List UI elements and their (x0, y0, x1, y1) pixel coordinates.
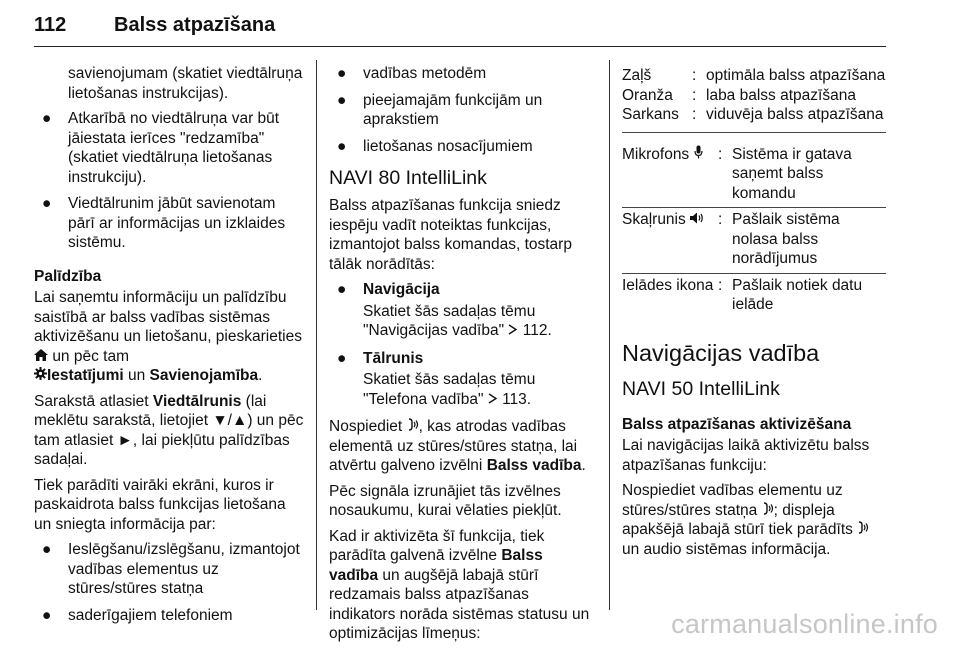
voice-control-icon (407, 417, 419, 437)
section-heading-help: Palīdzība (34, 267, 102, 285)
column-divider (609, 60, 610, 610)
page-number: 112 (34, 14, 67, 36)
table-rule (622, 273, 886, 274)
page-header (34, 6, 886, 47)
list-item: ● Tālrunis (337, 349, 424, 367)
indicator-table (622, 210, 886, 271)
microphone-icon (694, 145, 703, 165)
gear-icon (34, 366, 47, 386)
list-item: ● Atkarībā no viedtālruņa var būt jāiestata ierīces "redzamība" (skatiet viedtālruņa lietošanas instrukciju). (42, 110, 280, 186)
column-right (622, 66, 886, 565)
list-item: ● Ieslēgšanu/izslēgšanu, izmantojot vadības elementus uz stūres/stūres statņa (42, 541, 300, 597)
body-paragraph: Nospiediet vadības elementu uz stūres/stūres statņa ; displeja apakšējā labajā stūrī tiek parādīts un audio sistēmas informācija. (622, 481, 886, 559)
list-item: ● pieejamajām funkcijām un aprakstiem (337, 91, 543, 128)
table-row: Zaļš : optimāla balss atpazīšana (622, 67, 886, 84)
help-paragraph: Sarakstā atlasiet Viedtālrunis (lai meklētu sarakstā, lietojiet ▼/▲) un pēc tam atlasiet ►, lai piekļūtu palīdzības sadaļai. (34, 392, 304, 468)
section-heading-navi80: NAVI 80 IntelliLink (329, 167, 487, 189)
list-item: ● vadības metodēm (337, 65, 487, 82)
table-rule (622, 207, 886, 208)
list-item: ● Navigācija (337, 281, 440, 298)
voice-control-icon (762, 501, 774, 521)
body-paragraph: Kad ir aktivizēta šī funkcija, tiek parādīta galvenā izvēlne Balss vadība un augšējā labajā stūrī redzamais balss atpazīšanas indikators norāda sistēmas statusu un optimizācijas līmeņus: (329, 527, 590, 642)
indicator-table (622, 276, 886, 317)
list-item: ● lietošanas nosacījumiem (337, 137, 533, 155)
help-paragraph: Tiek parādīti vairāki ekrāni, kuros ir paskaidrota balss funkcijas lietošana un sniegta informācija par: (34, 476, 286, 533)
speaker-icon (690, 210, 704, 230)
indicator-table (622, 145, 886, 206)
voice-control-icon (857, 520, 869, 540)
reference-arrow-icon (508, 321, 518, 341)
table-row: Mikrofons : Sistēma ir gatava saņemt balss komandu (622, 145, 852, 202)
table-row: Ielādes ikona : Pašlaik notiek datu ielāde (622, 276, 863, 313)
help-paragraph: Lai saņemtu informāciju un palīdzību saistībā ar balss vadības sistēmas aktivizēšanu un lietošanu, pieskarieties un pēc tam Iestatījumi un Savienojamība. (34, 289, 302, 384)
table-rule (622, 132, 886, 133)
continued-text: savienojumam (skatiet viedtālruņa lietošanas instrukcijas). (68, 65, 303, 102)
sub-text: Skatiet šās sadaļas tēmu "Navigācijas vadība" 112. (363, 302, 552, 339)
body-paragraph: Nospiediet , kas atrodas vadības elementā uz stūres/stūres statņa, lai atvērtu galveno izvēlni Balss vadība. (329, 418, 586, 474)
reference-arrow-icon (488, 390, 498, 410)
watermark: carmanualsonline.info (671, 609, 938, 639)
body-paragraph: Pēc signāla izrunājiet tās izvēlnes nosaukumu, kurai vēlaties piekļūt. (329, 482, 562, 519)
table-row: Skaļrunis : Pašlaik sistēma nolasa balss norādījumus (622, 211, 840, 267)
subsection-heading: Balss atpazīšanas aktivizēšana (622, 415, 852, 433)
intro-paragraph: Balss atpazīšanas funkcija sniedz iespēju vadīt noteiktas funkcijas, izmantojot balss komandas, tostarp tālāk norādītās: (329, 197, 572, 273)
body-paragraph: Lai navigācijas laikā aktivizētu balss atpazīšanas funkciju: (622, 437, 870, 474)
color-status-table (622, 66, 886, 125)
section-heading-navigation-control: Navigācijas vadība (622, 339, 820, 366)
sub-text: Skatiet šās sadaļas tēmu "Telefona vadība" 113. (363, 371, 536, 408)
column-middle (329, 64, 591, 650)
list-item: ● Viedtālrunim jābūt savienotam pārī ar informācijas un izklaides sistēmu. (42, 195, 286, 251)
list-item: ● saderīgajiem telefoniem (42, 606, 233, 624)
section-heading-navi50: NAVI 50 IntelliLink (622, 377, 780, 400)
home-icon (34, 347, 48, 367)
column-left (34, 64, 304, 632)
column-divider (316, 60, 317, 610)
page-title: Balss atpazīšana (114, 14, 276, 36)
table-row: Sarkans : viduvēja balss atpazīšana (622, 106, 884, 123)
table-row: Oranža : laba balss atpazīšana (622, 86, 856, 104)
